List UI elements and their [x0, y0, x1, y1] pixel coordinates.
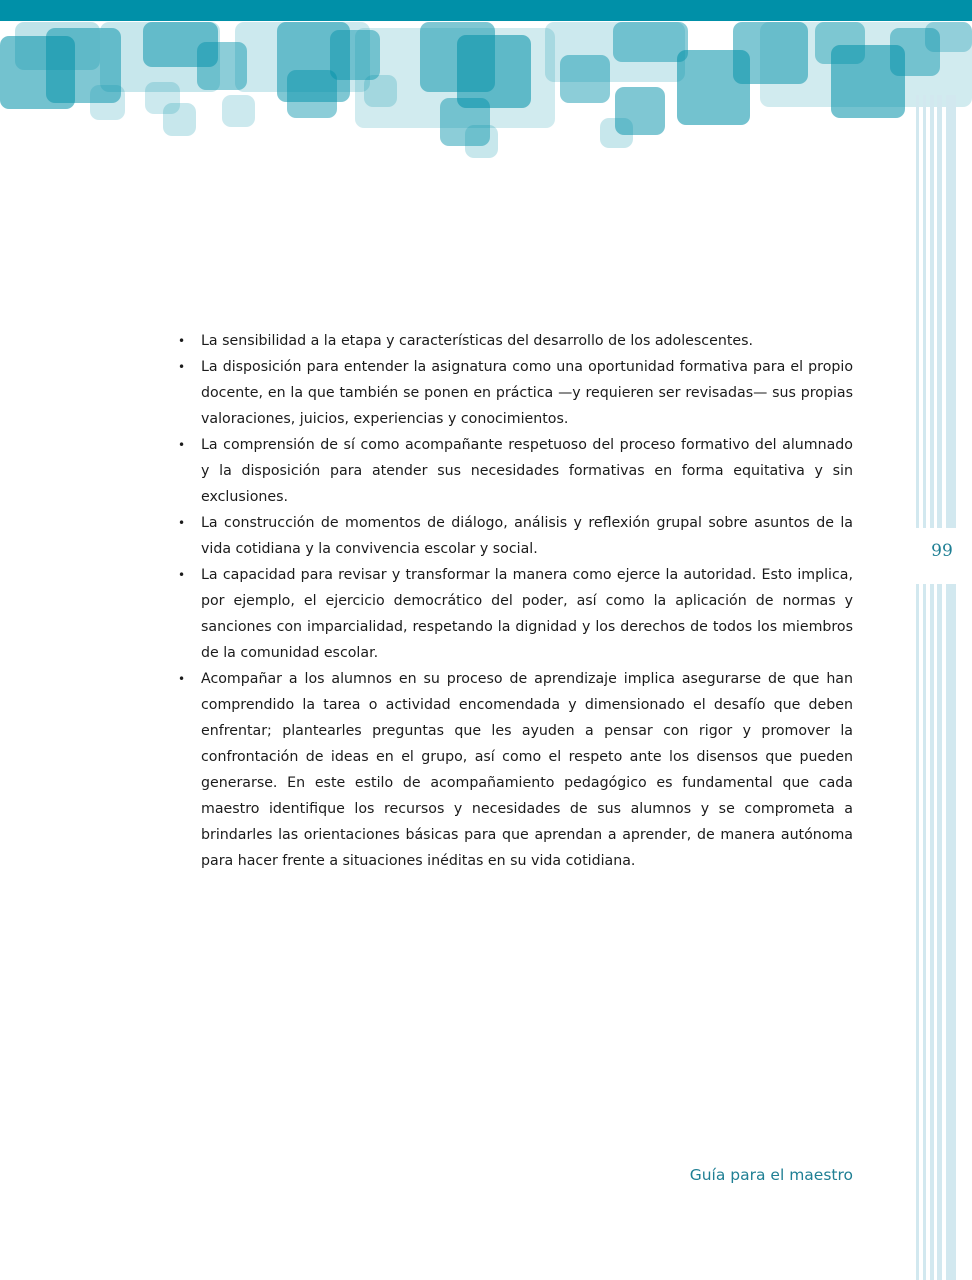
- list-item-text: La disposición para entender la asignatura como una oportunidad formativa para el propio docente, en la que también se ponen en práctica —y requieren ser revisadas— sus propias valoraciones, juicios, experiencias y conocimientos.: [201, 359, 853, 427]
- list-item: [176, 328, 853, 354]
- list-item-text: La capacidad para revisar y transformar la manera como ejerce la autoridad. Esto implica, por ejemplo, el ejercicio democrático del poder, así como la aplicación de normas y sanciones con imparcialidad, respetando la dignidad y los derechos de todos los miembros de la comunidad escolar.: [201, 567, 853, 661]
- bullet-icon: •: [178, 516, 186, 530]
- header-decoration: [0, 0, 972, 170]
- body-content: [176, 328, 853, 874]
- footer-title: Guía para el maestro: [689, 1166, 853, 1184]
- list-item-text: La sensibilidad a la etapa y características del desarrollo de los adolescentes.: [201, 333, 754, 349]
- list-item: [176, 354, 853, 432]
- list-item-text: La construcción de momentos de diálogo, análisis y reflexión grupal sobre asuntos de la vida cotidiana y la convivencia escolar y social.: [201, 515, 853, 557]
- bullet-icon: •: [178, 672, 186, 686]
- top-accent-bar: [0, 0, 972, 21]
- list-item: [176, 432, 853, 510]
- bullet-list: [176, 328, 853, 874]
- list-item: [176, 562, 853, 666]
- list-item-text: Acompañar a los alumnos en su proceso de aprendizaje implica asegurarse de que han comprendido la tarea o actividad encomendada y dimensionado el desafío que deben enfrentar; plantearles preguntas que les ayuden a pensar con rigor y promover la confrontación de ideas en el grupo, así como el respeto ante los disensos que pueden generarse. En este estilo de acompañamiento pedagógico es fundamental que cada maestro identifique los recursos y necesidades de sus alumnos y se comprometa a brindarles las orientaciones básicas para que aprendan a aprender, de manera autónoma para hacer frente a situaciones inéditas en su vida cotidiana.: [201, 671, 853, 869]
- bullet-icon: •: [178, 568, 186, 582]
- list-item-text: La comprensión de sí como acompañante respetuoso del proceso formativo del alumnado y la disposición para atender sus necesidades formativas en forma equitativa y sin exclusiones.: [201, 437, 853, 505]
- list-item: [176, 666, 853, 874]
- page-number: 99: [931, 541, 953, 561]
- bullet-icon: •: [178, 438, 186, 452]
- bullet-icon: •: [178, 334, 186, 348]
- list-item: [176, 510, 853, 562]
- bullet-icon: •: [178, 360, 186, 374]
